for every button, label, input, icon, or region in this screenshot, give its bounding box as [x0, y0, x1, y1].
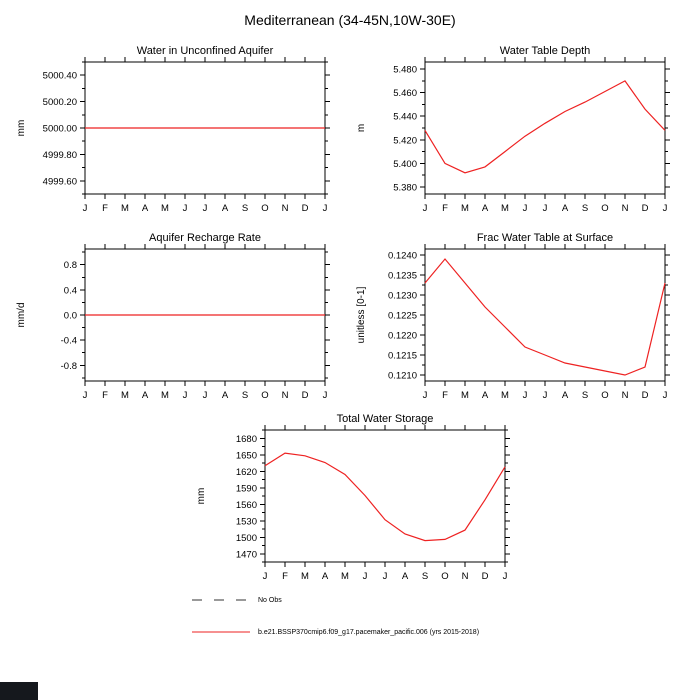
y-tick-label: 1560 — [235, 499, 257, 511]
data-line — [425, 259, 665, 375]
x-tick-label: M — [161, 390, 169, 401]
chart-title: Total Water Storage — [336, 413, 434, 425]
y-axis-label: unitless [0-1] — [356, 286, 367, 344]
legend-label-model: b.e21.BSSP370cmip6.f09_g17.pacemaker_pacific.006 (yrs 2015-2018) — [258, 628, 480, 636]
chart-canvas-water-unconfined-aquifer — [10, 40, 330, 235]
x-tick-label: J — [662, 390, 668, 401]
y-tick-label: 5.480 — [393, 64, 417, 76]
page-title: Mediterranean (34-45N,10W-30E) — [244, 12, 456, 28]
x-tick-label: O — [261, 203, 269, 214]
y-tick-label: 1500 — [235, 532, 257, 544]
x-tick-label: M — [161, 203, 169, 214]
x-tick-label: N — [621, 390, 629, 401]
x-tick-label: S — [581, 390, 589, 401]
x-tick-label: J — [182, 390, 188, 401]
x-tick-label: F — [442, 390, 448, 401]
x-tick-label: N — [281, 203, 289, 214]
x-tick-label: J — [262, 571, 268, 582]
y-tick-label: 0.8 — [63, 260, 77, 272]
x-tick-label: D — [481, 571, 489, 582]
x-tick-label: J — [362, 571, 368, 582]
y-axis-label: mm/d — [16, 302, 27, 328]
y-tick-label: 0.1215 — [387, 350, 417, 362]
x-tick-label: J — [422, 203, 428, 214]
y-tick-label: 5.460 — [393, 88, 417, 100]
x-tick-label: D — [301, 390, 309, 401]
x-tick-label: F — [102, 390, 108, 401]
chart-canvas-aquifer-recharge-rate — [10, 227, 330, 422]
x-tick-label: J — [82, 390, 88, 401]
y-tick-label: 0.0 — [63, 310, 77, 322]
x-tick-label: F — [442, 203, 448, 214]
y-tick-label: 0.4 — [63, 285, 77, 297]
panel-frac-water-table-surface — [350, 227, 670, 427]
chart-title: Water in Unconfined Aquifer — [136, 45, 274, 57]
y-tick-label: 0.1230 — [387, 290, 417, 302]
panel-water-unconfined-aquifer — [10, 40, 330, 240]
x-tick-label: S — [241, 203, 249, 214]
y-tick-label: 5000.00 — [42, 123, 77, 135]
chart-title: Water Table Depth — [499, 45, 591, 57]
x-tick-label: J — [182, 203, 188, 214]
chart-canvas-total-water-storage — [190, 408, 510, 603]
y-tick-label: 1590 — [235, 483, 257, 495]
x-tick-label: M — [501, 390, 509, 401]
y-tick-label: 4999.60 — [42, 176, 77, 188]
x-tick-label: J — [322, 390, 328, 401]
x-tick-label: N — [281, 390, 289, 401]
y-tick-label: -0.4 — [60, 335, 77, 347]
x-tick-label: O — [601, 203, 609, 214]
legend-label-no-obs: No Obs — [258, 596, 282, 604]
y-tick-label: 1650 — [235, 450, 257, 462]
y-axis-label: mm — [16, 119, 27, 137]
x-tick-label: O — [601, 390, 609, 401]
panel-water-table-depth — [350, 40, 670, 240]
panel-aquifer-recharge-rate — [10, 227, 330, 427]
plot-box — [265, 430, 505, 562]
x-tick-label: J — [542, 203, 548, 214]
x-tick-label: D — [301, 203, 309, 214]
y-tick-label: 0.1235 — [387, 270, 417, 282]
x-tick-label: A — [481, 390, 489, 401]
y-tick-label: 5.420 — [393, 135, 417, 147]
chart-title: Aquifer Recharge Rate — [149, 232, 261, 244]
x-tick-label: J — [522, 203, 528, 214]
x-tick-label: O — [441, 571, 449, 582]
x-tick-label: M — [301, 571, 309, 582]
corner-logo-mark — [0, 682, 38, 700]
x-tick-label: M — [121, 390, 129, 401]
x-tick-label: D — [641, 390, 649, 401]
y-tick-label: 1680 — [235, 433, 257, 445]
y-tick-label: 4999.80 — [42, 149, 77, 161]
y-tick-label: 0.1225 — [387, 310, 417, 322]
x-tick-label: J — [322, 203, 328, 214]
x-tick-label: M — [341, 571, 349, 582]
legend — [190, 592, 479, 656]
x-tick-label: A — [561, 390, 569, 401]
y-tick-label: 0.1240 — [387, 250, 417, 262]
x-tick-label: J — [82, 203, 88, 214]
y-tick-label: 1620 — [235, 466, 257, 478]
y-tick-label: 5.400 — [393, 158, 417, 170]
chart-canvas-water-table-depth — [350, 40, 670, 235]
x-tick-label: A — [321, 571, 329, 582]
x-tick-label: A — [221, 390, 229, 401]
x-tick-label: A — [141, 203, 149, 214]
y-tick-label: 5000.40 — [42, 70, 77, 82]
y-axis-label: m — [356, 123, 367, 133]
data-line — [265, 453, 505, 540]
panel-total-water-storage — [190, 408, 510, 608]
x-tick-label: F — [282, 571, 288, 582]
x-tick-label: A — [401, 571, 409, 582]
x-tick-label: N — [461, 571, 469, 582]
x-tick-label: J — [202, 390, 208, 401]
x-tick-label: M — [461, 390, 469, 401]
chart-title: Frac Water Table at Surface — [476, 232, 614, 244]
legend-item-no-obs — [190, 592, 479, 608]
no-obs-line-sample — [190, 595, 252, 605]
legend-item-model — [190, 624, 479, 640]
x-tick-label: M — [461, 203, 469, 214]
chart-canvas-frac-water-table-surface — [350, 227, 670, 422]
x-tick-label: J — [202, 203, 208, 214]
y-tick-label: -0.8 — [60, 360, 77, 372]
y-tick-label: 1470 — [235, 549, 257, 561]
x-tick-label: F — [102, 203, 108, 214]
x-tick-label: N — [621, 203, 629, 214]
x-tick-label: A — [221, 203, 229, 214]
x-tick-label: J — [382, 571, 388, 582]
y-tick-label: 5.440 — [393, 111, 417, 123]
y-tick-label: 5000.20 — [42, 97, 77, 109]
x-tick-label: D — [641, 203, 649, 214]
x-tick-label: A — [481, 203, 489, 214]
x-tick-label: M — [121, 203, 129, 214]
x-tick-label: O — [261, 390, 269, 401]
plot-box — [425, 62, 665, 194]
y-tick-label: 5.380 — [393, 182, 417, 194]
y-tick-label: 0.1210 — [387, 370, 417, 382]
data-line — [425, 81, 665, 173]
y-axis-label: mm — [196, 487, 207, 505]
x-tick-label: S — [241, 390, 249, 401]
y-tick-label: 1530 — [235, 516, 257, 528]
x-tick-label: J — [522, 390, 528, 401]
x-tick-label: J — [542, 390, 548, 401]
x-tick-label: S — [421, 571, 429, 582]
x-tick-label: A — [141, 390, 149, 401]
x-tick-label: J — [422, 390, 428, 401]
x-tick-label: J — [662, 203, 668, 214]
x-tick-label: J — [502, 571, 508, 582]
x-tick-label: M — [501, 203, 509, 214]
model-line-sample — [190, 627, 252, 637]
y-tick-label: 0.1220 — [387, 330, 417, 342]
x-tick-label: A — [561, 203, 569, 214]
x-tick-label: S — [581, 203, 589, 214]
plot-box — [425, 249, 665, 381]
